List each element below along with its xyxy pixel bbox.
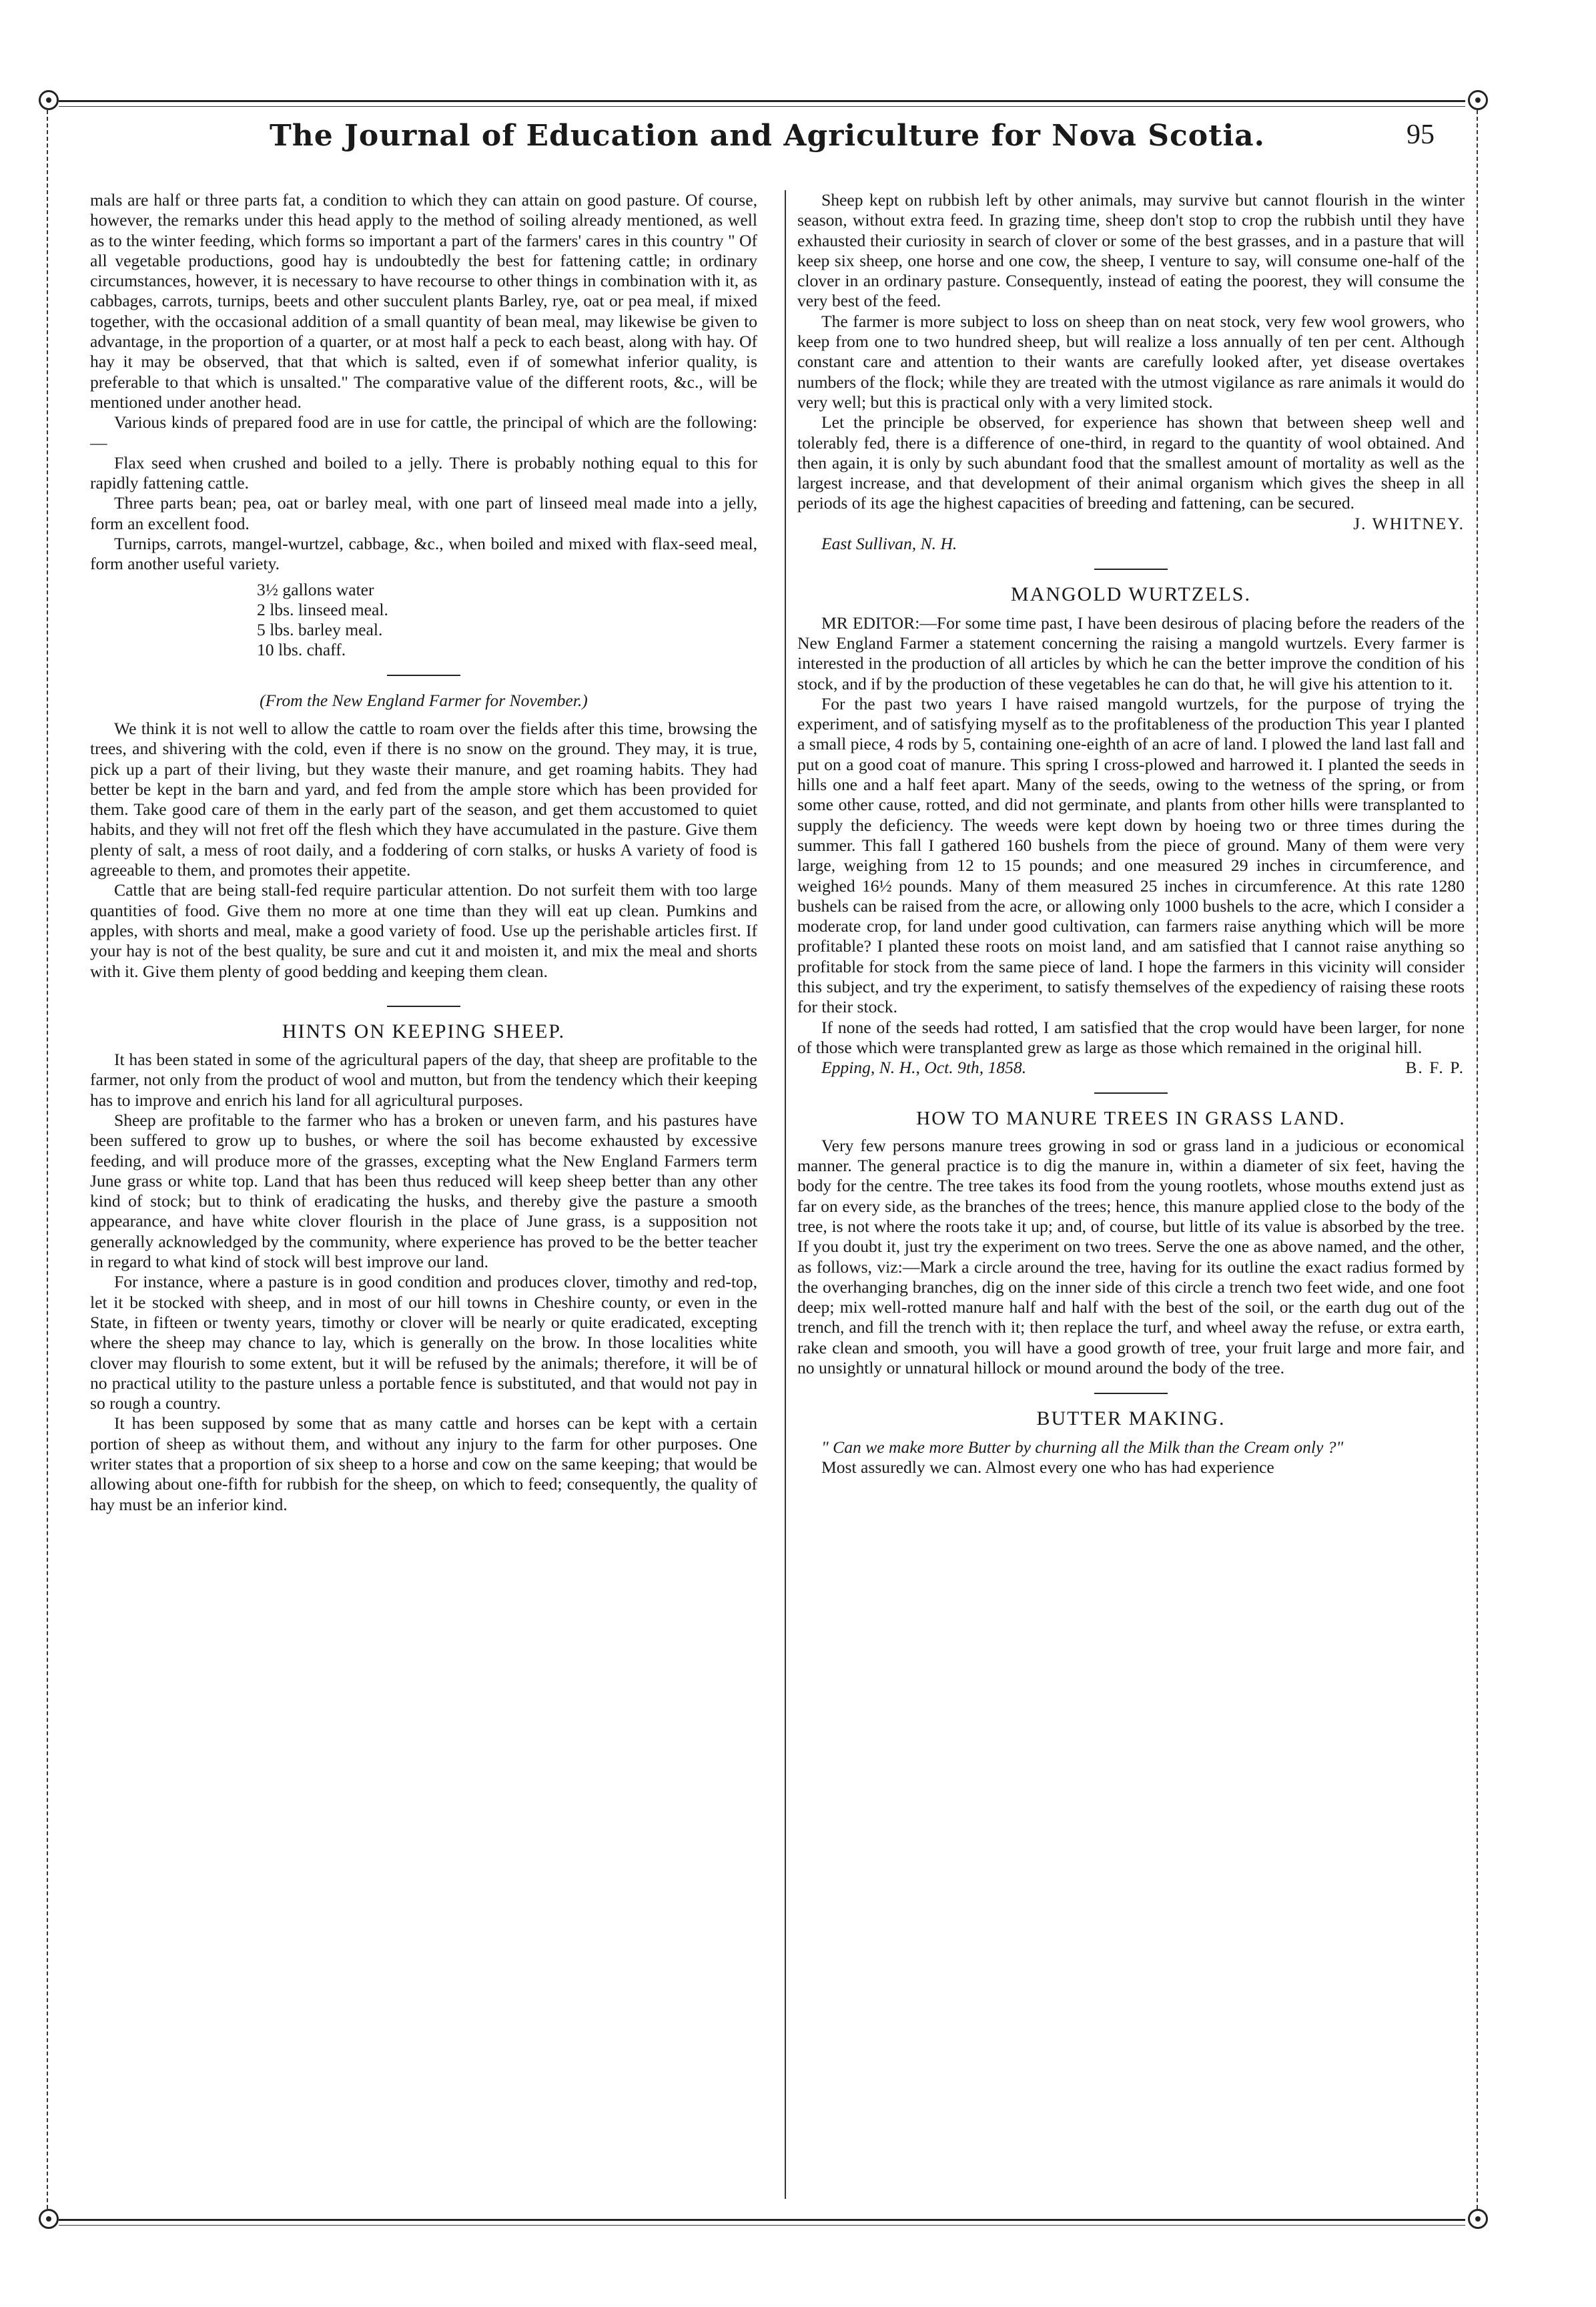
journal-title: The Journal of Education and Agriculture for Nova Scotia.	[269, 119, 1265, 153]
paragraph: Sheep kept on rubbish left by other animals, may survive but cannot flourish in the winter season, without extra feed. In grazing time, sheep don't stop to crop the rubbish until they have exhausted their curiosity in search of clover or some of the best grasses, and in a pasture that will keep six sheep, one horse and one cow, the sheep, I venture to say, will consume one-half of the clover in an ordinary pasture. Consequently, instead of eating the poorest, they will consume the very best of the feed.	[797, 190, 1465, 311]
paragraph: It has been stated in some of the agricultural papers of the day, that sheep are profitable to the farmer, not only from the product of wool and mutton, but from the tendency which their keeping has to improve and enrich his land for all agricultural purposes.	[90, 1050, 757, 1110]
author-signature: B. F. P.	[1405, 1058, 1465, 1078]
paragraph: Cattle that are being stall-fed require particular attention. Do not surfeit them with too large quantities of food. Give them no more at one time than they will eat up clean. Pumkins and apples, with shorts and meal, make a good variety of food. Use up the perishable articles first. If your hay is not of the best quality, be sure and cut it and moisten it, and mix the meal and shorts with it. Give them plenty of good bedding and keeping them clean.	[90, 880, 757, 981]
section-rule	[1094, 1092, 1168, 1094]
recipe-list	[257, 580, 757, 660]
section-heading: HOW TO MANURE TREES IN GRASS LAND.	[916, 1108, 1346, 1130]
recipe-item: 3½ gallons water	[257, 579, 374, 599]
right-border-rule	[1477, 110, 1478, 2209]
section-rule	[387, 675, 460, 676]
dateline: Epping, N. H., Oct. 9th, 1858.	[821, 1058, 1027, 1078]
recipe-item: 10 lbs. chaff.	[257, 639, 346, 659]
paragraph: For instance, where a pasture is in good condition and produces clover, timothy and red-top, let it be stocked with sheep, and in most of our hill towns in Cheshire county, or even in the State, in fifteen or twenty years, timothy or clover will be nearly or quite eradicated, excepting where the sheep may chance to lay, which is generally on the brow. In those localities white clover may flourish to some extent, but it will be refused by the animals; therefore, it will be of no practical utility to the pasture unless a portable fence is substituted, and that would not pay in so rough a country.	[90, 1272, 757, 1413]
source-credit: (From the New England Farmer for November.)	[260, 690, 588, 710]
paragraph: MR EDITOR:—For some time past, I have been desirous of placing before the readers of the New England Farmer a statement concerning the raising a mangold wurtzels. Every farmer is interested in the production of all articles by which he can the better improve the condition of his stock, and if by the production of these vegetables he can do that, he will give his attention to it.	[797, 613, 1465, 693]
corner-ornament-icon	[1468, 90, 1488, 110]
paragraph: Sheep are profitable to the farmer who has a broken or uneven farm, and his pastures have been suffered to grow up to bushes, or where the soil has become exhausted by excessive feeding, and will produce more of the grasses, excepting what the New England Farmers term June grass or white top. Land that has been thus reduced will keep sheep better than any other kind of stock; but to think of eradicating the husks, and thereby give the pasture a smooth appearance, and have white clover flourish in the place of June grass, is a supposition not generally acknowledged by the community, where experience has proved to be the better teacher in regard to what kind of stock will best improve our land.	[90, 1110, 757, 1272]
section-rule	[387, 1006, 460, 1007]
section-rule	[1094, 1393, 1168, 1394]
recipe-item: 2 lbs. linseed meal.	[257, 599, 388, 619]
paragraph: Very few persons manure trees growing in sod or grass land in a judicious or economical manner. The general practice is to dig the manure in, within a diameter of six feet, having the body for the centre. The tree takes its food from the young rootlets, whose mouths extend just as far on every side, as the branches of the trees; hence, this manure applied close to the body of the tree, is not where the roots take it up; and, of course, but little of its value is absorbed by the tree. If you doubt it, just try the experiment on two trees. Serve the one as above named, and the other, as follows, viz:—Mark a circle around the tree, having for its outline the exact radius formed by the overhanging branches, dig on the inner side of this circle a trench two feet wide, and one foot deep; mix well-rotted manure half and half with the best of the soil, or the earth dug out of the trench, and fill the trench with it; then replace the turf, and wheel away the refuse, or extra earth, rake clean and smooth, you will have a good growth of tree, your fruit large and more fair, and no unsightly or unnatural hillock or mound around the body of the tree.	[797, 1135, 1465, 1378]
bottom-border-rule	[59, 2219, 1465, 2221]
section-rule	[1094, 569, 1168, 570]
paragraph: mals are half or three parts fat, a condition to which they can attain on good pasture. Of course, however, the remarks under this head apply to the method of soiling already mentioned, as well as to the winter feeding, which forms so important a part of the farmers' cares in this country " Of all vegetable productions, good hay is undoubtedly the best for fattening cattle; in ordinary circumstances, however, it is necessary to have recourse to other things in combination with it, as cabbages, carrots, turnips, beets and other succulent plants Barley, rye, oat or pea meal, if mixed together, with the occasional addition of a small quantity of bean meal, may likewise be given to advantage, in the proportion of a quarter, or at most half a peck to each beast, along with hay. Of hay it may be observed, that that which is salted, even if of somewhat inferior quality, is preferable to that which is unsalted." The comparative value of the different roots, &c., will be mentioned under another head.	[90, 190, 757, 412]
dateline: East Sullivan, N. H.	[821, 534, 957, 554]
paragraph: Flax seed when crushed and boiled to a jelly. There is probably nothing equal to this for rapidly fattening cattle.	[90, 452, 757, 493]
paragraph: We think it is not well to allow the cattle to roam over the fields after this time, browsing the trees, and shivering with the cold, even if there is no snow on the ground. They may, it is true, pick up a part of their living, but they waste their manure, and get roaming habits. They had better be kept in the barn and yard, and fed from the ample store which has been provided for them. Take good care of them in the early part of the season, and get them accustomed to quiet habits, and they will not fret off the flesh which they have accumulated in the pasture. Give them plenty of salt, a mess of root daily, and a foddering of corn stalks, or husks A variety of food is agreeable to them, and promotes their appetite.	[90, 718, 757, 880]
paragraph: The farmer is more subject to loss on sheep than on neat stock, very few wool growers, who keep from one to two hundred sheep, but will realize a loss annually of ten per cent. Although constant care and attention to their wants are carefully looked after, yet disease overtakes numbers of the flock; while they are treated with the utmost vigilance as rare animals it would do very well; but this is practical only with a very limited stock.	[797, 311, 1465, 412]
paragraph: Let the principle be observed, for experience has shown that between sheep well and tolerably fed, there is a difference of one-third, in regard to the quantity of wool obtained. And then again, it is only by such abundant food that the smallest amount of mortality as well as the largest increase, and that development of their animal organism which gives the sheep in all periods of its age the highest capacities of breeding and fattening, can be secured.	[797, 412, 1465, 513]
paragraph: Various kinds of prepared food are in use for cattle, the principal of which are the following:—	[90, 412, 757, 452]
recipe-item: 5 lbs. barley meal.	[257, 619, 383, 639]
paragraph: It has been supposed by some that as many cattle and horses can be kept with a certain portion of sheep as without them, and without any injury to the farm for other purposes. One writer states that a proportion of six sheep to a horse and cow on the same keeping; that would be allowing about one-fifth for rubbish for the sheep, on which to feed; consequently, the quality of hay must be an inferior kind.	[90, 1413, 757, 1514]
section-heading: MANGOLD WURTZELS.	[1011, 583, 1251, 606]
corner-ornament-icon	[1468, 2209, 1488, 2229]
paragraph: For the past two years I have raised mangold wurtzels, for the purpose of trying the experiment, and of satisfying myself as to the profitableness of the production This year I planted a small piece, 4 rods by 5, containing one-eighth of an acre of land. I plowed the land last fall and put on a good coat of manure. This spring I cross-plowed and harrowed it. I planted the seeds in hills one and a half feet apart. Many of the seeds, owing to the wetness of the spring, or from some other cause, rotted, and did not germinate, and plants from other hills were transplanted to supply the deficiency. The weeds were kept down by hoeing two or three times during the summer. This fall I gathered 160 bushels from the piece of ground. Many of them were very large, weighing from 12 to 15 pounds; and one measured 29 inches in circumference, and weighed 16½ pounds. Many of them measured 25 inches in circumference. At this rate 1280 bushels can be raised from the acre, or allowing only 1000 bushels to the acre, which I consider a moderate crop, for land under good cultivation, can farmers raise anything which will be more profitable? I planted these roots on moist land, and am satisfied that I cannot raise anything so profitable for stock from the same piece of land. I hope the farmers in this vicinity will consider this subject, and try the experiment, to satisfy themselves of the expediency of raising these roots for their stock.	[797, 693, 1465, 1017]
left-column	[90, 190, 757, 2199]
top-border-rule	[59, 100, 1465, 102]
corner-ornament-icon	[39, 90, 59, 110]
paragraph: Turnips, carrots, mangel-wurtzel, cabbage, &c., when boiled and mixed with flax-seed meal, form another useful variety.	[90, 534, 757, 574]
paragraph: Most assuredly we can. Almost every one who has had experience	[821, 1457, 1274, 1477]
right-column	[797, 190, 1465, 2199]
quoted-question: " Can we make more Butter by churning all the Milk than the Cream only ?"	[821, 1437, 1344, 1457]
section-heading: HINTS ON KEEPING SHEEP.	[282, 1020, 566, 1042]
signature-row	[797, 1058, 1465, 1078]
paragraph: Three parts bean; pea, oat or barley meal, with one part of linseed meal made into a jelly, form an excellent food.	[90, 493, 757, 533]
author-signature: J. WHITNEY.	[1353, 513, 1465, 533]
paragraph: If none of the seeds had rotted, I am satisfied that the crop would have been larger, for none of those which were transplanted grew as large as those which remained in the original hill.	[797, 1017, 1465, 1057]
corner-ornament-icon	[39, 2209, 59, 2229]
column-divider	[785, 190, 786, 2199]
page-number: 95	[1407, 119, 1435, 150]
section-heading: BUTTER MAKING.	[1036, 1407, 1226, 1430]
running-header	[100, 119, 1435, 166]
left-border-rule	[47, 110, 48, 2209]
